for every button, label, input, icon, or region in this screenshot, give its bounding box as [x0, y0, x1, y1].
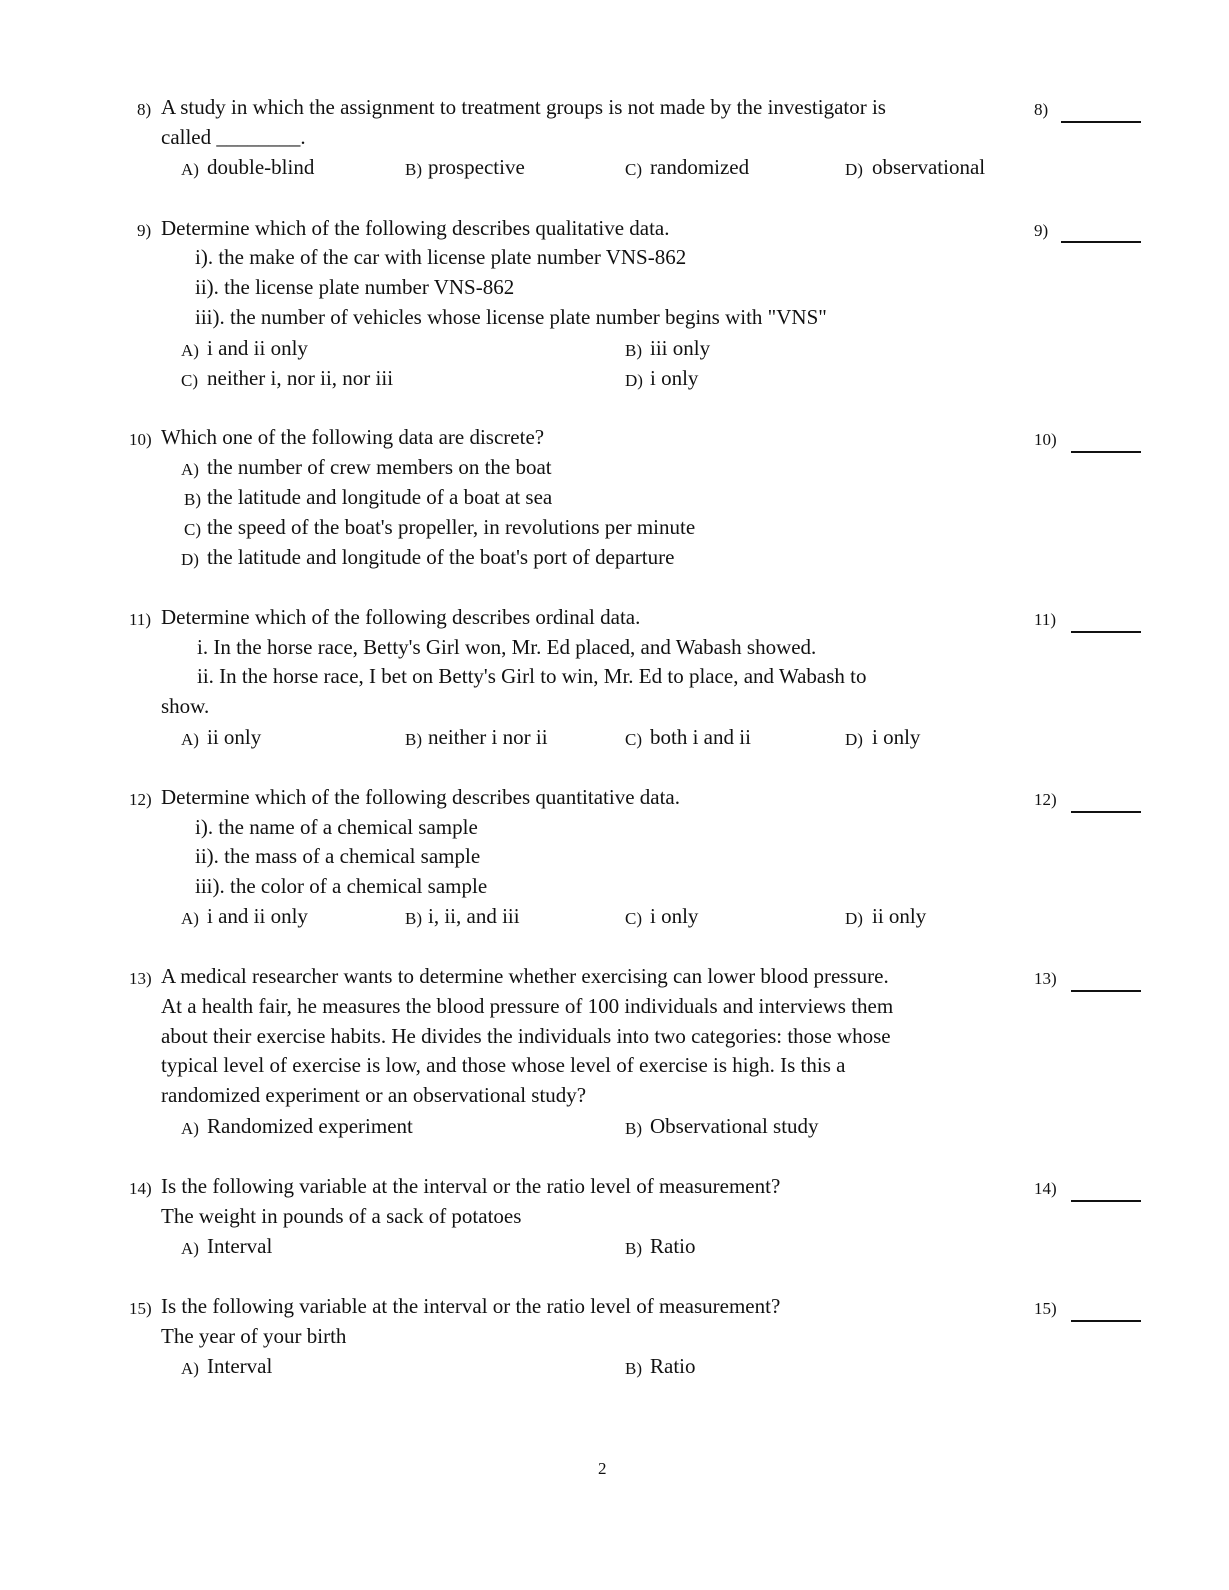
question-item: ii). the license plate number VNS-862: [195, 275, 515, 299]
choice-letter: C): [181, 371, 198, 390]
choice-text: observational: [872, 155, 986, 179]
answer-label: 12): [1034, 790, 1057, 809]
question-number: 8): [137, 100, 152, 119]
choice-text: double-blind: [207, 155, 315, 179]
answer-label: 13): [1034, 969, 1057, 988]
answer-blank[interactable]: [1071, 1320, 1141, 1322]
choice-text: prospective: [428, 155, 525, 179]
question-text: A study in which the assignment to treatment groups is not made by the investigator is: [161, 95, 886, 119]
choice-text: i, ii, and iii: [428, 904, 520, 928]
question-item: ii. In the horse race, I bet on Betty's Girl to win, Mr. Ed to place, and Wabash to: [197, 664, 867, 688]
answer-label: 15): [1034, 1299, 1057, 1318]
answer-label: 9): [1034, 221, 1049, 240]
answer-blank[interactable]: [1071, 811, 1141, 813]
choice-letter: D): [181, 550, 199, 569]
question-number: 13): [129, 969, 152, 988]
choice-text: the latitude and longitude of the boat's port of departure: [207, 545, 675, 569]
choice-letter: A): [181, 460, 199, 479]
question-number: 12): [129, 790, 152, 809]
choice-text: i and ii only: [207, 904, 308, 928]
choice-text: both i and ii: [650, 725, 751, 749]
choice-text: Randomized experiment: [207, 1114, 413, 1138]
choice-text: Observational study: [650, 1114, 819, 1138]
choice-letter: C): [625, 730, 642, 749]
choice-letter: D): [845, 909, 863, 928]
choice-letter: B): [405, 730, 422, 749]
question-number: 9): [137, 221, 152, 240]
choice-text: iii only: [650, 336, 711, 360]
question-item: iii). the number of vehicles whose license plate number begins with "VNS": [195, 305, 827, 329]
choice-letter: B): [405, 160, 422, 179]
choice-letter: B): [184, 490, 201, 509]
choice-letter: A): [181, 160, 199, 179]
question-text: Determine which of the following describes quantitative data.: [161, 785, 681, 809]
choice-letter: B): [625, 341, 642, 360]
question-text: called ________.: [161, 125, 306, 149]
choice-letter: A): [181, 1359, 199, 1378]
answer-blank[interactable]: [1061, 121, 1141, 123]
choice-text: neither i, nor ii, nor iii: [207, 366, 394, 390]
question-text: Is the following variable at the interval or the ratio level of measurement?: [161, 1294, 781, 1318]
choice-text: Ratio: [650, 1354, 696, 1378]
choice-letter: A): [181, 1239, 199, 1258]
question-item: iii). the color of a chemical sample: [195, 874, 488, 898]
choice-text: ii only: [872, 904, 927, 928]
answer-blank[interactable]: [1071, 451, 1141, 453]
choice-text: randomized: [650, 155, 750, 179]
choice-text: neither i nor ii: [428, 725, 548, 749]
question-text: Determine which of the following describes qualitative data.: [161, 216, 670, 240]
answer-blank[interactable]: [1061, 241, 1141, 243]
choice-letter: B): [625, 1359, 642, 1378]
choice-text: ii only: [207, 725, 262, 749]
question-number: 14): [129, 1179, 152, 1198]
choice-text: the number of crew members on the boat: [207, 455, 552, 479]
choice-letter: C): [184, 520, 201, 539]
choice-letter: A): [181, 341, 199, 360]
choice-letter: A): [181, 1119, 199, 1138]
choice-text: Interval: [207, 1234, 273, 1258]
question-text: The weight in pounds of a sack of potatoes: [161, 1204, 522, 1228]
choice-letter: B): [625, 1239, 642, 1258]
question-number: 10): [129, 430, 152, 449]
choice-letter: D): [845, 730, 863, 749]
question-number: 15): [129, 1299, 152, 1318]
choice-letter: D): [625, 371, 643, 390]
choice-text: the latitude and longitude of a boat at sea: [207, 485, 553, 509]
choice-text: the speed of the boat's propeller, in revolutions per minute: [207, 515, 696, 539]
question-text: about their exercise habits. He divides the individuals into two categories: those whose: [161, 1024, 891, 1048]
answer-label: 10): [1034, 430, 1057, 449]
choice-letter: B): [405, 909, 422, 928]
choice-text: i and ii only: [207, 336, 308, 360]
choice-text: Interval: [207, 1354, 273, 1378]
question-text: Determine which of the following describes ordinal data.: [161, 605, 641, 629]
question-text: Is the following variable at the interval or the ratio level of measurement?: [161, 1174, 781, 1198]
choice-letter: D): [845, 160, 863, 179]
question-number: 11): [129, 610, 152, 629]
question-item: i). the name of a chemical sample: [195, 815, 478, 839]
page-number: 2: [598, 1459, 607, 1478]
question-text: randomized experiment or an observational study?: [161, 1083, 587, 1107]
choice-letter: C): [625, 160, 642, 179]
answer-label: 14): [1034, 1179, 1057, 1198]
choice-text: i only: [650, 366, 699, 390]
answer-label: 11): [1034, 610, 1057, 629]
choice-letter: A): [181, 909, 199, 928]
question-text: typical level of exercise is low, and those whose level of exercise is high. Is this a: [161, 1053, 846, 1077]
answer-blank[interactable]: [1071, 631, 1141, 633]
choice-letter: C): [625, 909, 642, 928]
answer-blank[interactable]: [1071, 990, 1141, 992]
choice-letter: A): [181, 730, 199, 749]
question-item: show.: [161, 694, 210, 718]
question-item: i). the make of the car with license plate number VNS-862: [195, 245, 687, 269]
choice-text: i only: [872, 725, 921, 749]
question-text: The year of your birth: [161, 1324, 347, 1348]
choice-letter: B): [625, 1119, 642, 1138]
choice-text: Ratio: [650, 1234, 696, 1258]
question-text: Which one of the following data are discrete?: [161, 425, 545, 449]
answer-label: 8): [1034, 100, 1049, 119]
answer-blank[interactable]: [1071, 1200, 1141, 1202]
choice-text: i only: [650, 904, 699, 928]
question-item: ii). the mass of a chemical sample: [195, 844, 481, 868]
question-item: i. In the horse race, Betty's Girl won, Mr. Ed placed, and Wabash showed.: [197, 635, 817, 659]
question-text: A medical researcher wants to determine whether exercising can lower blood pressure.: [161, 964, 889, 988]
question-text: At a health fair, he measures the blood pressure of 100 individuals and interviews them: [161, 994, 894, 1018]
